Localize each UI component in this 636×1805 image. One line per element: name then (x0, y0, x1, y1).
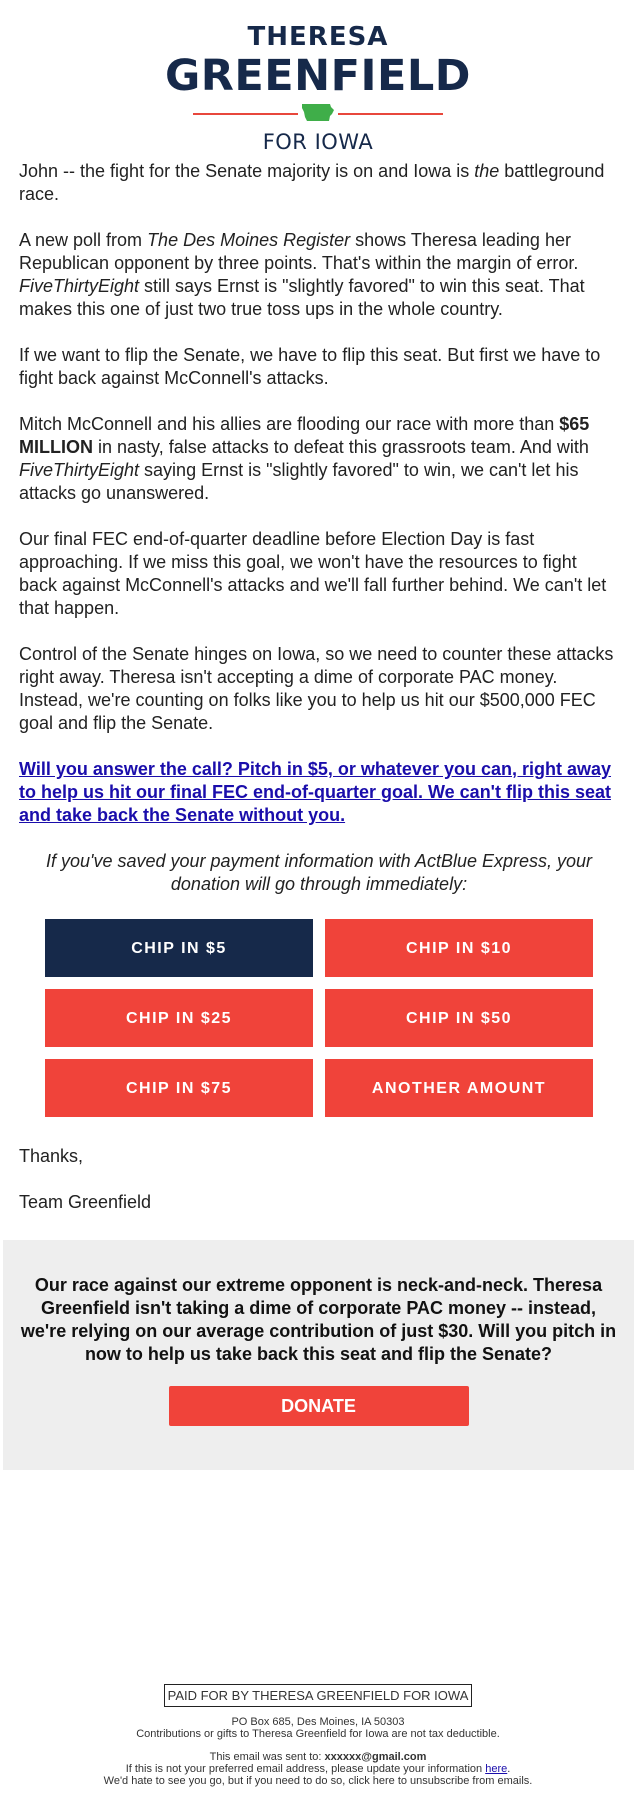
footer-address: PO Box 685, Des Moines, IA 50303 (231, 1716, 405, 1728)
chip-in-10-button[interactable]: CHIP IN $10 (325, 919, 593, 977)
logo-last-name: GREENFIELD (165, 51, 471, 101)
paid-for-disclaimer: PAID FOR BY THERESA GREENFIELD FOR IOWA (164, 1684, 473, 1707)
another-amount-button[interactable]: ANOTHER AMOUNT (325, 1059, 593, 1117)
update-info-link[interactable]: here (485, 1763, 508, 1775)
paragraph-control: Control of the Senate hinges on Iowa, so we need to counter these attacks right away. Theresa isn't accepting a dime of corporate PAC money. Instead, we're counting on folks like you to help us hit our $500,000 FEC goal and flip the Senate. (19, 644, 614, 733)
donate-cta-link[interactable]: Will you answer the call? Pitch in $5, or whatever you can, right away to help us hit our final FEC end-of-quarter goal. We can't flip this seat and take back the Senate without you. (19, 759, 612, 825)
paragraph-flip: If we want to flip the Senate, we have to flip this seat. But first we have to fight back against McConnell's attacks. (19, 345, 601, 388)
logo-rule-right (338, 113, 443, 115)
recipient-email: xxxxxx@gmail.com (324, 1751, 427, 1763)
paragraph-poll: A new poll from The Des Moines Register shows Theresa leading her Republican opponent by three points. That's within the margin of error. FiveThirtyEight still says Ernst is "slightly favored" to win this seat. That makes this one of just two true toss ups in the whole country. (19, 230, 585, 319)
chip-in-50-button[interactable]: CHIP IN $50 (325, 989, 593, 1047)
email-footer (0, 1684, 636, 1787)
iowa-state-icon (301, 102, 335, 124)
chip-in-75-button[interactable]: CHIP IN $75 (45, 1059, 313, 1117)
closing (19, 1145, 619, 1214)
promo-text: Our race against our extreme opponent is neck-and-neck. Theresa Greenfield isn't taking a dime of corporate PAC money -- instead, we're relying on our average contribution of just $30. Will you pitch in now to help us take back this seat and flip the Senate? (20, 1275, 617, 1364)
promo-box (3, 1240, 634, 1470)
footer-tax-note: Contributions or gifts to Theresa Greenfield for Iowa are not tax deductible. (136, 1728, 500, 1740)
paragraph-intro: John -- the fight for the Senate majority is on and Iowa is the battleground race. (19, 161, 605, 204)
paragraph-deadline: Our final FEC end-of-quarter deadline before Election Day is fast approaching. If we miss this goal, we won't have the resources to fight back against McConnell's attacks and we'll fall further behind. We can't let that happen. (19, 529, 607, 618)
campaign-logo (0, 22, 636, 156)
closing-thanks: Thanks, (19, 1146, 84, 1166)
donation-button-grid (45, 919, 593, 1117)
footer-update-info: If this is not your preferred email address, please update your information here. (125, 1763, 511, 1775)
chip-in-25-button[interactable]: CHIP IN $25 (45, 989, 313, 1047)
unsubscribe-link[interactable]: We'd hate to see you go, but if you need to do so, click here to unsubscribe from emails. (103, 1775, 533, 1787)
logo-divider (193, 102, 443, 126)
logo-rule-left (193, 113, 298, 115)
logo-tagline: FOR IOWA (262, 130, 374, 154)
email-body (19, 160, 619, 1237)
donate-button[interactable]: DONATE (169, 1386, 469, 1426)
closing-signature: Team Greenfield (19, 1192, 152, 1212)
paragraph-mcconnell: Mitch McConnell and his allies are flooding our race with more than $65 MILLION in nasty, false attacks to defeat this grassroots team. And with FiveThirtyEight saying Ernst is "slightly favored" to win, we can't let his attacks go unanswered. (19, 414, 590, 503)
cta-paragraph (19, 758, 619, 827)
chip-in-5-button[interactable]: CHIP IN $5 (45, 919, 313, 977)
logo-first-name: THERESA (247, 22, 389, 52)
actblue-express-note: If you've saved your payment information with ActBlue Express, your donation will go through immediately: (45, 851, 593, 894)
footer-sent-to: This email was sent to: xxxxxx@gmail.com (209, 1751, 427, 1763)
